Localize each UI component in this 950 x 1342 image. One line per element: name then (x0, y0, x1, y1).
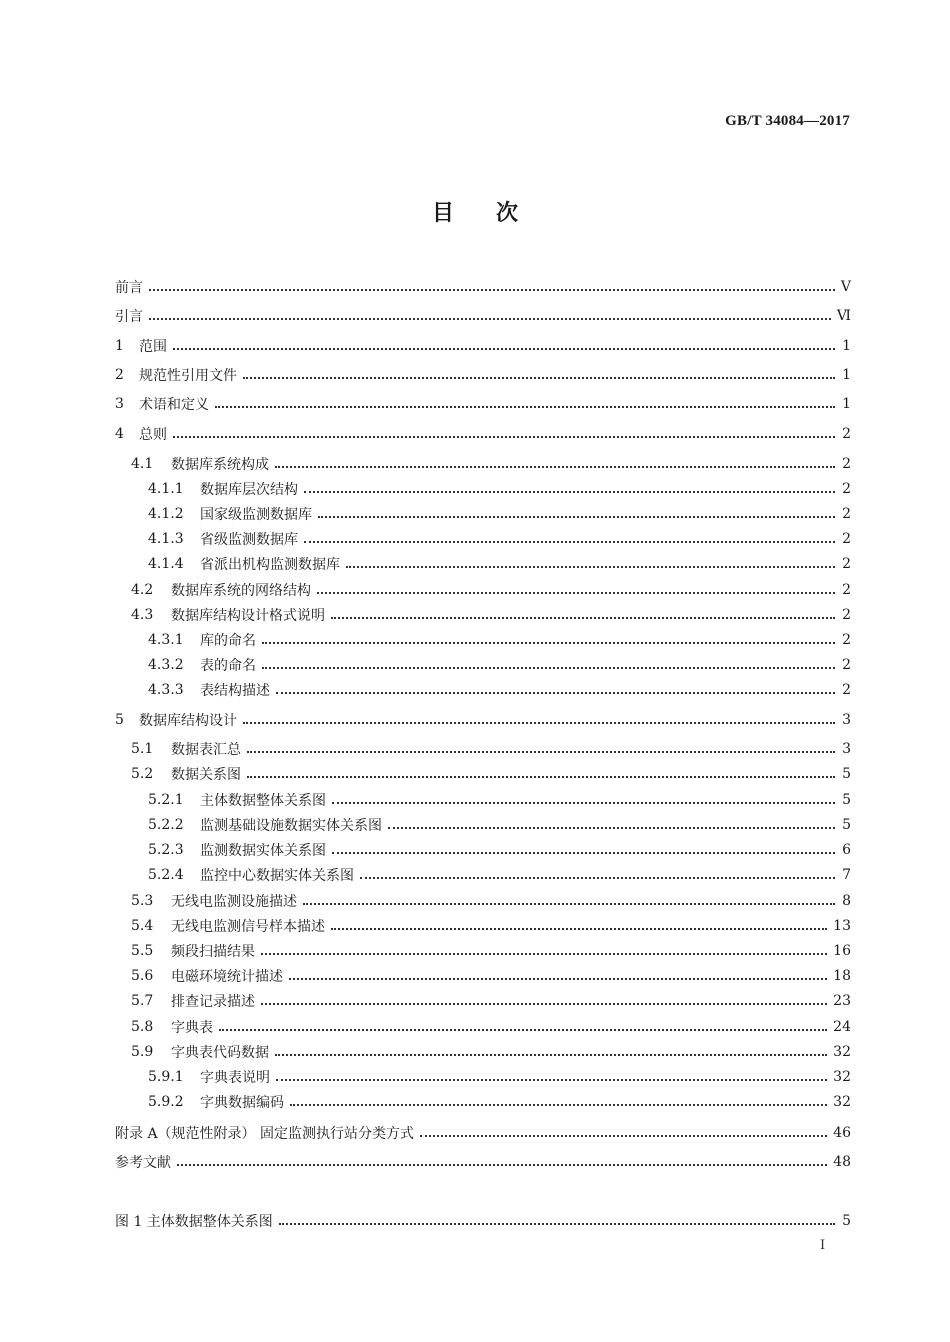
toc-entry-number: 5.2.3 (148, 842, 184, 858)
toc-entry-page: 5 (842, 817, 851, 833)
toc-entry-page: 2 (842, 632, 851, 648)
toc-entry[interactable] (115, 335, 851, 357)
toc-entry[interactable] (115, 604, 851, 626)
toc-entry-label: 图 1 主体数据整体关系图 (115, 1214, 273, 1230)
toc-entry-label: 监控中心数据实体关系图 (200, 868, 354, 884)
toc-leader-dots (215, 404, 835, 408)
toc-entry-page: 7 (842, 867, 851, 883)
toc-entry-page: 13 (833, 918, 851, 934)
toc-entry-page: 8 (842, 893, 851, 909)
toc-entry-page: 18 (833, 968, 851, 984)
toc-entry-number: 5.9 (131, 1044, 154, 1060)
toc-entry-number: 5.8 (131, 1019, 154, 1035)
toc-entry-page: 2 (842, 556, 851, 572)
toc-entry[interactable] (115, 1016, 851, 1038)
toc-entry-number: 5.7 (131, 993, 154, 1009)
toc-entry-number: 4.1.4 (148, 556, 184, 572)
toc-entry-label: 监测基础设施数据实体关系图 (200, 818, 382, 834)
toc-leader-dots (317, 590, 835, 594)
toc-entry-number: 4.3.1 (148, 632, 184, 648)
toc-leader-dots (173, 346, 835, 350)
toc-leader-dots (219, 1027, 827, 1031)
toc-entry[interactable] (115, 393, 851, 415)
toc-leader-dots (346, 564, 835, 568)
toc-entry[interactable] (115, 839, 851, 861)
toc-entry[interactable] (115, 1066, 851, 1088)
toc-entry-page: 16 (833, 943, 851, 959)
toc-entry-page: 1 (842, 338, 851, 354)
toc-entry-page: 5 (842, 766, 851, 782)
toc-leader-dots (304, 539, 835, 543)
toc-entry-page: 1 (842, 396, 851, 412)
toc-entry-label: 省派出机构监测数据库 (200, 557, 340, 573)
toc-entry[interactable] (115, 276, 851, 298)
toc-entry[interactable] (115, 789, 851, 811)
toc-entry-page: 6 (842, 842, 851, 858)
toc-entry[interactable] (115, 503, 851, 525)
toc-entry[interactable] (115, 940, 851, 962)
toc-entry-label: 频段扫描结果 (171, 944, 255, 960)
toc-entry-number: 5.2.4 (148, 867, 184, 883)
toc-entry-label: 数据表汇总 (171, 742, 241, 758)
toc-leader-dots (289, 976, 827, 980)
toc-entry-label: 数据库结构设计格式说明 (171, 608, 325, 624)
toc-entry[interactable] (115, 763, 851, 785)
toc-entry-page: 2 (842, 506, 851, 522)
toc-entry-label: 国家级监测数据库 (200, 507, 312, 523)
toc-entry-page: Ⅵ (836, 308, 851, 324)
toc-entry-number: 5.6 (131, 968, 154, 984)
toc-entry-page: 1 (842, 367, 851, 383)
page-number: Ⅰ (820, 1238, 826, 1253)
toc-entry-number: 1 (115, 338, 124, 354)
toc-entry[interactable] (115, 1041, 851, 1063)
toc-leader-dots (149, 316, 831, 320)
toc-entry-number: 4 (115, 426, 124, 442)
toc-entry-label: 术语和定义 (139, 397, 209, 413)
toc-entry-label: 表的命名 (200, 658, 256, 674)
toc-entry[interactable] (115, 1210, 851, 1232)
toc-entry[interactable] (115, 364, 851, 386)
toc-leader-dots (261, 951, 827, 955)
toc-entry-number: 4.1.3 (148, 531, 184, 547)
toc-entry-label: 字典数据编码 (200, 1095, 284, 1111)
toc-entry-number: 5.1 (131, 741, 154, 757)
toc-entry-label: 数据库结构设计 (139, 713, 237, 729)
toc-entry-label: 字典表 (171, 1020, 213, 1036)
toc-entry-number: 4.1.2 (148, 506, 184, 522)
toc-entry-label: 数据关系图 (171, 767, 241, 783)
toc-entry-number: 4.3.3 (148, 682, 184, 698)
toc-entry[interactable] (115, 990, 851, 1012)
toc-entry-number: 5.2.1 (148, 792, 184, 808)
toc-entry[interactable] (115, 453, 851, 475)
toc-leader-dots (262, 640, 835, 644)
toc-entry-page: 2 (842, 607, 851, 623)
toc-entry-page: 3 (842, 741, 851, 757)
toc-entry-number: 5.4 (131, 918, 154, 934)
toc-leader-dots (290, 1102, 827, 1106)
toc-entry-page: 48 (833, 1154, 851, 1170)
toc-entry[interactable] (115, 709, 851, 731)
toc-entry-number: 5.2 (131, 766, 154, 782)
toc-entry-label: 无线电监测信号样本描述 (171, 919, 325, 935)
toc-entry[interactable] (115, 423, 851, 445)
toc-entry-page: 2 (842, 657, 851, 673)
toc-entry-number: 4.1 (131, 456, 154, 472)
toc-entry-label: 前言 (115, 280, 143, 296)
toc-leader-dots (276, 1077, 827, 1081)
toc-entry-page: 5 (842, 792, 851, 808)
toc-leader-dots (262, 665, 835, 669)
toc-entry-number: 5.5 (131, 943, 154, 959)
toc-leader-dots (303, 901, 835, 905)
toc-entry[interactable] (115, 915, 851, 937)
toc-title-char-1: 目 (431, 200, 454, 226)
toc-entry-label: 数据库层次结构 (200, 482, 298, 498)
toc-entry[interactable] (115, 814, 851, 836)
toc-leader-dots (388, 825, 835, 829)
toc-entry-label: 表结构描述 (200, 683, 270, 699)
toc-entry-page: Ⅴ (840, 279, 851, 295)
toc-entry[interactable] (115, 654, 851, 676)
toc-entry-page: 5 (842, 1213, 851, 1229)
toc-leader-dots (279, 1221, 835, 1225)
toc-leader-dots (247, 774, 835, 778)
toc-entry-page: 3 (842, 712, 851, 728)
toc-leader-dots (304, 489, 835, 493)
toc-entry-label: 主体数据整体关系图 (200, 793, 326, 809)
toc-entry-label: 数据库系统构成 (171, 457, 269, 473)
toc-entry-label: 字典表代码数据 (171, 1045, 269, 1061)
toc-leader-dots (275, 1052, 827, 1056)
toc-entry-label: 总则 (139, 427, 167, 443)
toc-entry-label: 范围 (139, 339, 167, 355)
toc-entry[interactable] (115, 579, 851, 601)
toc-entry-label: 参考文献 (115, 1155, 171, 1171)
toc-title-char-2: 次 (496, 200, 519, 226)
toc-entry-page: 2 (842, 582, 851, 598)
toc-leader-dots (332, 850, 835, 854)
toc-entry[interactable] (115, 553, 851, 575)
toc-leader-dots (247, 749, 835, 753)
toc-leader-dots (360, 875, 835, 879)
toc-leader-dots (332, 800, 835, 804)
toc-entry-page: 46 (833, 1125, 851, 1141)
toc-entry-page: 24 (833, 1019, 851, 1035)
toc-entry-page: 2 (842, 481, 851, 497)
toc-entry-number: 5.3 (131, 893, 154, 909)
toc-entry-number: 4.3 (131, 607, 154, 623)
toc-entry-label: 数据库系统的网络结构 (171, 583, 311, 599)
toc-entry-label: 字典表说明 (200, 1070, 270, 1086)
toc-entry-label: 附录 A（规范性附录） 固定监测执行站分类方式 (115, 1126, 415, 1142)
toc-entry-number: 3 (115, 396, 124, 412)
toc-entry-number: 2 (115, 367, 124, 383)
toc-entry[interactable] (115, 965, 851, 987)
toc-entry-page: 2 (842, 531, 851, 547)
toc-entry-page: 2 (842, 426, 851, 442)
toc-entry-number: 5.9.1 (148, 1069, 184, 1085)
toc-entry-page: 2 (842, 682, 851, 698)
toc-entry-label: 库的命名 (200, 633, 256, 649)
toc-leader-dots (331, 926, 827, 930)
toc-entry[interactable] (115, 890, 851, 912)
toc-entry-page: 2 (842, 456, 851, 472)
toc-entry-number: 4.2 (131, 582, 154, 598)
toc-entry-label: 监测数据实体关系图 (200, 843, 326, 859)
toc-entry-page: 32 (833, 1044, 851, 1060)
toc-leader-dots (275, 464, 835, 468)
toc-entry[interactable] (115, 864, 851, 886)
toc-entry[interactable] (115, 528, 851, 550)
toc-leader-dots (261, 1001, 827, 1005)
toc-leader-dots (243, 720, 835, 724)
toc-leader-dots (276, 690, 835, 694)
toc-entry-label: 规范性引用文件 (139, 368, 237, 384)
toc-entry[interactable] (115, 738, 851, 760)
toc-leader-dots (243, 375, 835, 379)
toc-entry[interactable] (115, 1122, 851, 1144)
toc-entry[interactable] (115, 1091, 851, 1113)
toc-entry-label: 排查记录描述 (171, 994, 255, 1010)
toc-leader-dots (149, 287, 835, 291)
toc-entry-label: 省级监测数据库 (200, 532, 298, 548)
toc-entry-label: 电磁环境统计描述 (171, 969, 283, 985)
toc-entry-number: 4.1.1 (148, 481, 184, 497)
standard-code: GB/T 34084—2017 (725, 113, 850, 129)
toc-entry[interactable] (115, 478, 851, 500)
toc-entry-number: 5 (115, 712, 124, 728)
toc-leader-dots (420, 1133, 827, 1137)
toc-entry-number: 5.2.2 (148, 817, 184, 833)
toc-entry-label: 引言 (115, 309, 143, 325)
toc-entry-page: 32 (833, 1094, 851, 1110)
toc-leader-dots (177, 1162, 827, 1166)
toc-entry[interactable] (115, 1151, 851, 1173)
toc-entry-number: 4.3.2 (148, 657, 184, 673)
toc-entry[interactable] (115, 679, 851, 701)
toc-leader-dots (318, 514, 835, 518)
toc-entry-page: 23 (833, 993, 851, 1009)
toc-entry-label: 无线电监测设施描述 (171, 894, 297, 910)
toc-leader-dots (331, 615, 835, 619)
toc-title (0, 196, 950, 227)
toc-entry-page: 32 (833, 1069, 851, 1085)
toc-entry[interactable] (115, 629, 851, 651)
toc-leader-dots (173, 434, 835, 438)
toc-entry-number: 5.9.2 (148, 1094, 184, 1110)
toc-entry[interactable] (115, 305, 851, 327)
